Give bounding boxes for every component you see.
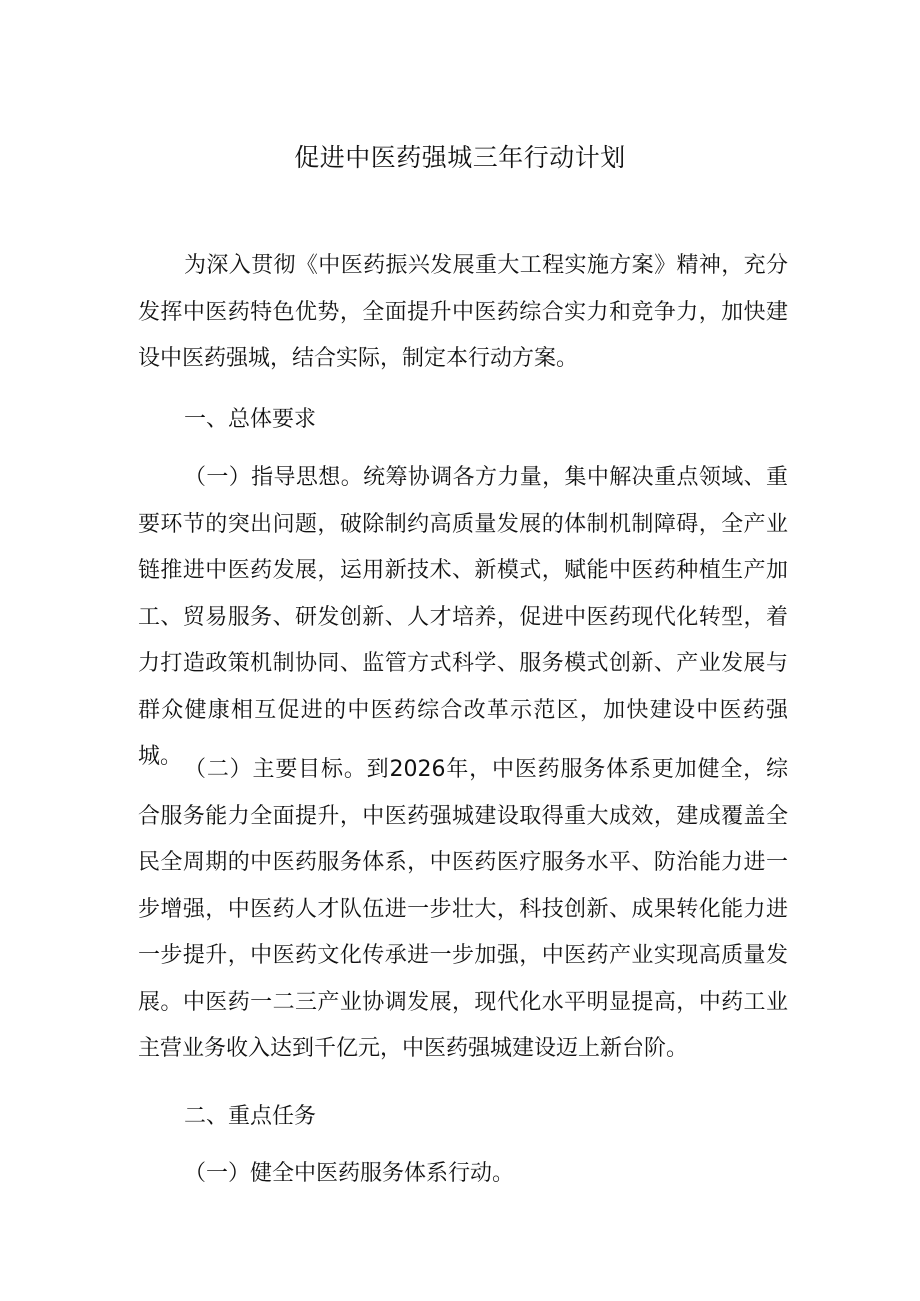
guiding-thought-text: （一）指导思想。统筹协调各方力量，集中解决重点领域、重要环节的突出问题，破除制约高质量发展的体制机制障碍，全产业链推进中医药发展，运用新技术、新模式，赋能中医药种植生产加工、贸易服务、研发创新、人才培养，促进中医药现代化转型，着力打造政策机制协同、监管方式科学、服务模式创新、产业发展与群众健康相互促进的中医药综合改革示范区，加快建设中医药强城。 (138, 465, 788, 769)
subsection-heading-service-system (138, 1151, 788, 1198)
section-heading-text: 二、重点任务 (184, 1104, 317, 1129)
main-goals-text: （二）主要目标。到2026年，中医药服务体系更加健全，综合服务能力全面提升，中医药强城建设取得重大成效，建成覆盖全民全周期的中医药服务体系，中医药医疗服务水平、防治能力进一步增强，中医药人才队伍进一步壮大，科技创新、成果转化能力进一步提升，中医药文化传承进一步加强，中医药产业实现高质量发展。中医药一二三产业协调发展，现代化水平明显提高，中药工业主营业务收入达到千亿元，中医药强城建设迈上新台阶。 (138, 757, 788, 1061)
section-heading-key-tasks (138, 1094, 788, 1141)
subsection-heading-text: （一）健全中医药服务体系行动。 (184, 1161, 515, 1186)
main-goals-paragraph (138, 747, 788, 1073)
section-heading-general-requirements (138, 397, 788, 444)
guiding-thought-paragraph (138, 455, 788, 781)
document-title: 促进中医药强城三年行动计划 (294, 143, 626, 172)
intro-text: 为深入贯彻《中医药振兴发展重大工程实施方案》精神，充分发挥中医药特色优势，全面提升中医药综合实力和竞争力，加快建设中医药强城，结合实际，制定本行动方案。 (138, 253, 788, 371)
section-heading-text: 一、总体要求 (184, 407, 317, 432)
intro-paragraph (138, 243, 788, 383)
